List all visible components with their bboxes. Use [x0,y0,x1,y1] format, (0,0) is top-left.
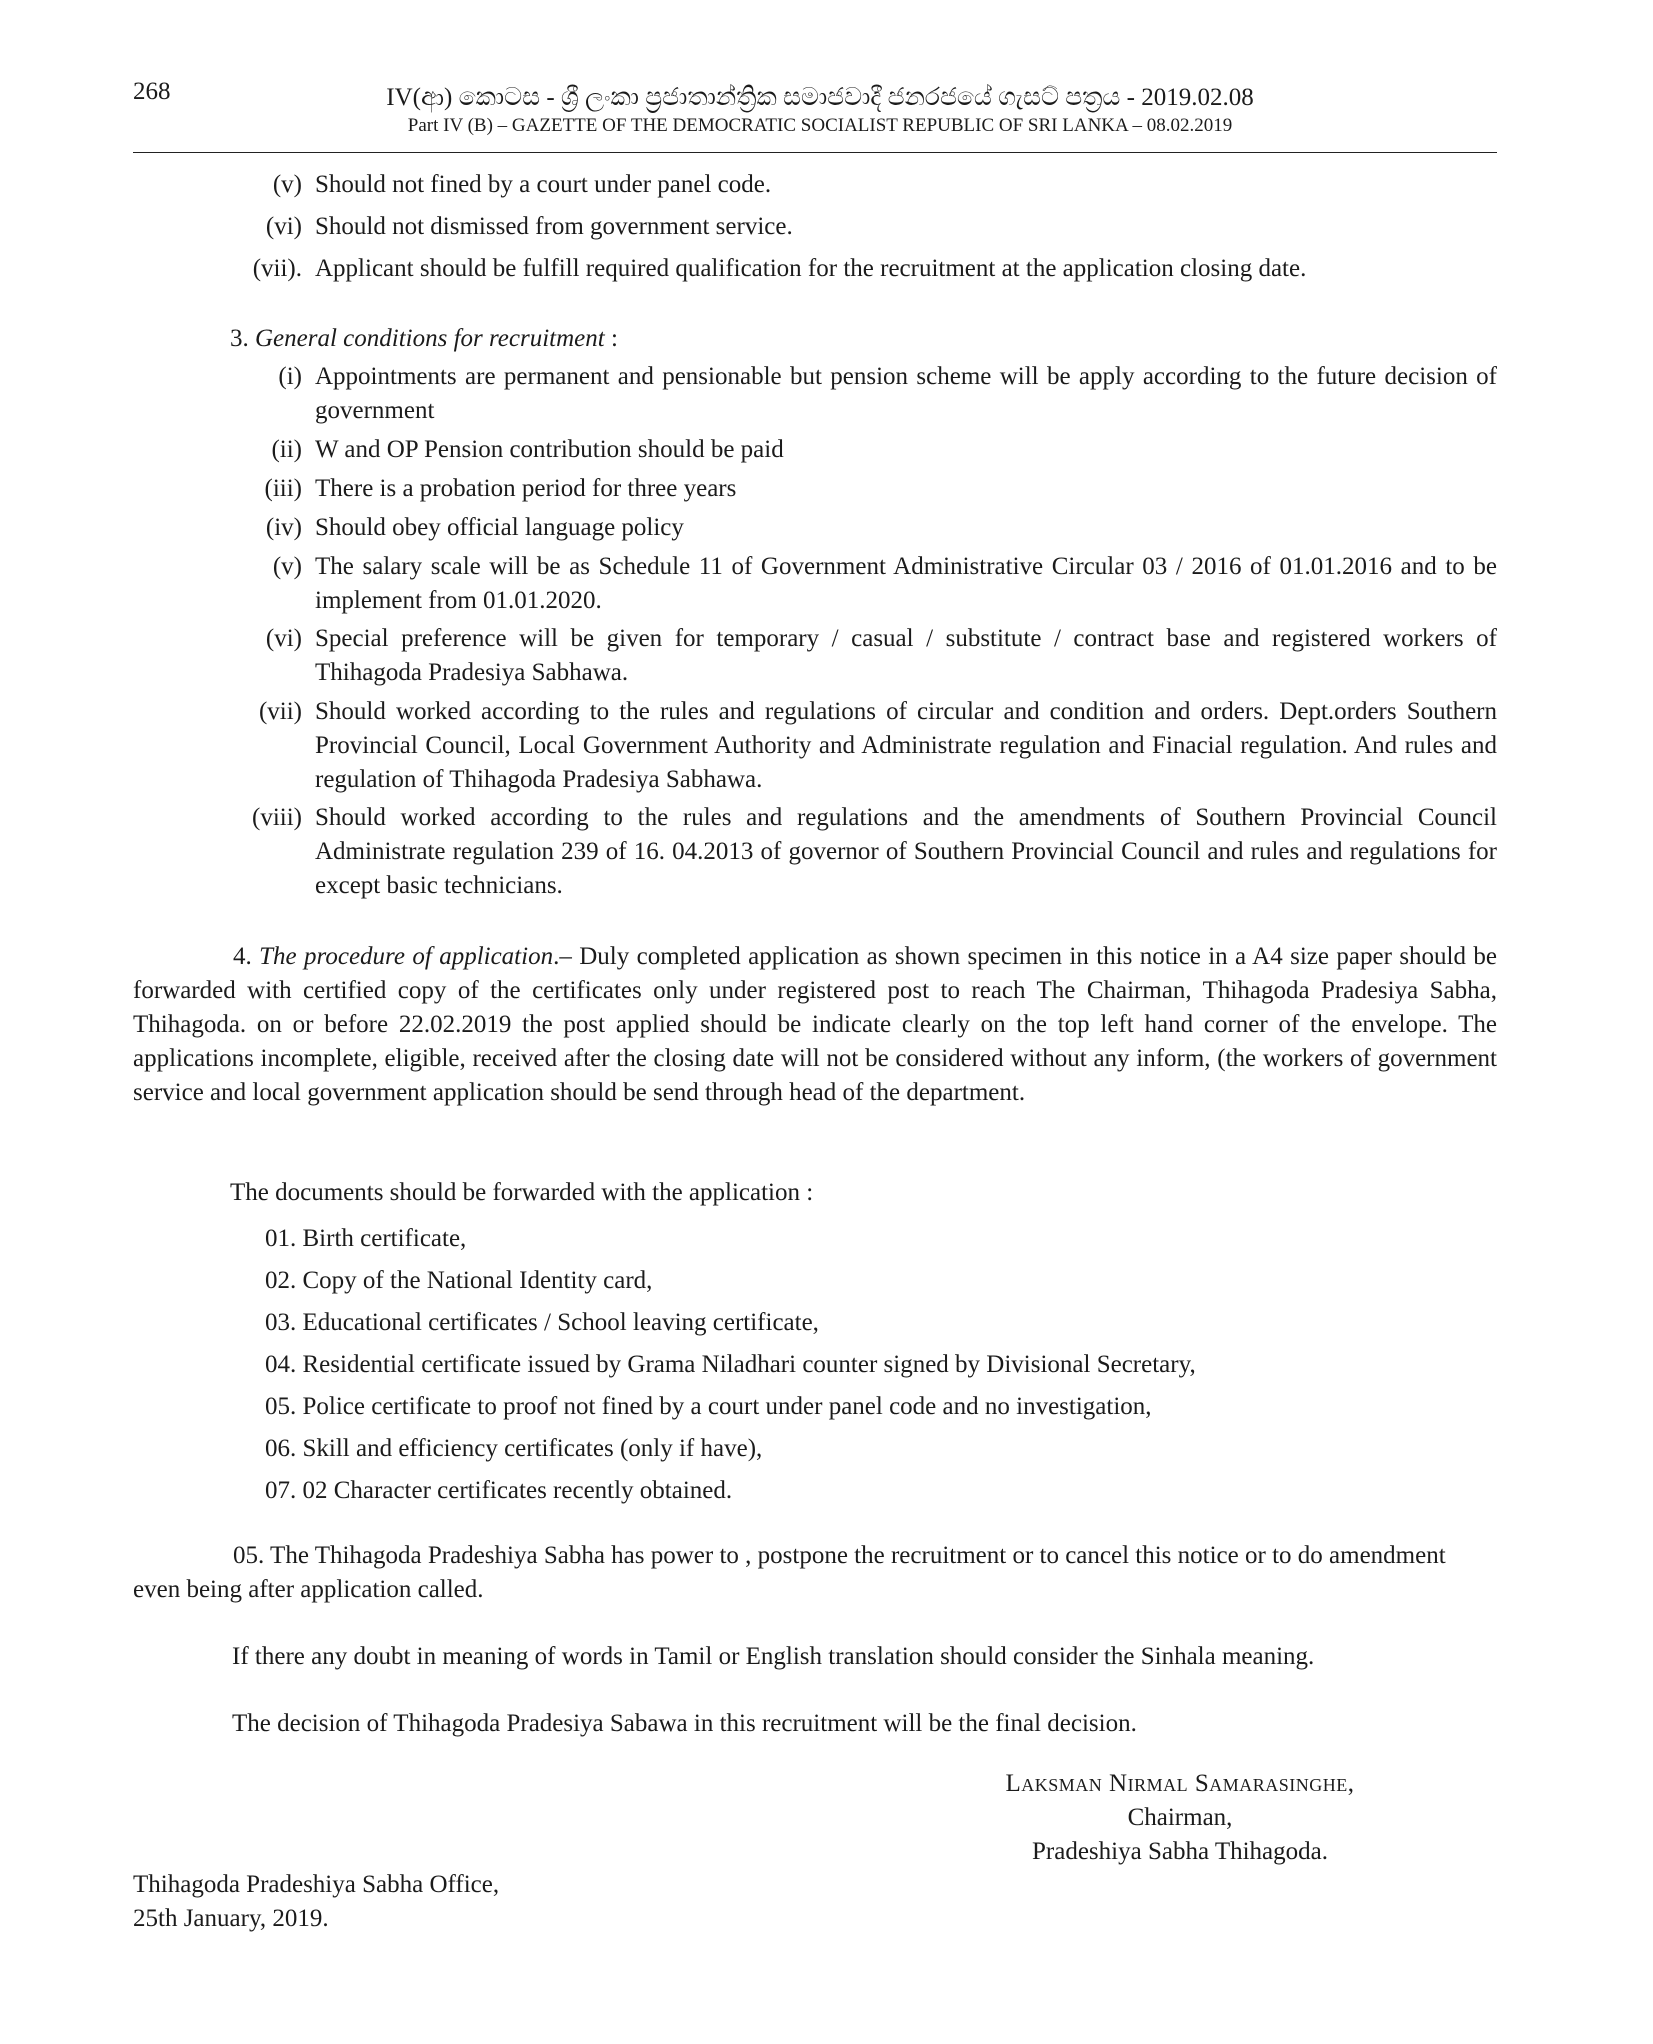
heading-colon: : [604,325,618,352]
list-item [230,622,1497,690]
documents-intro: The documents should be forwarded with the application : [230,1179,814,1206]
section-text: Duly completed application as shown specimen in this notice in a A4 size paper should be forwarded with certified copy of the certificates only under registered post to reach The Chairman, Thihagoda Pradesiya Sabha, Thihagoda. on or before 22.02.2019 the post applied should be indicate clearly on the top left hand corner of the envelope. The applications incomplete, eligible, received after the closing date will not be considered without any inform, (the workers of government service and local government application should be send through head of the department. [133,943,1497,1106]
list-item [230,550,1497,618]
list-item [230,801,1497,903]
list-item: 03. Educational certificates / School leaving certificate, [265,1309,819,1336]
item-number: (vi) [265,213,302,240]
item-number: (vii). [252,255,302,282]
list-item [230,210,1497,244]
item-number: (v) [272,553,302,580]
item-number: (vii) [258,698,302,725]
list-item: 04. Residential certificate issued by Grama Niladhari counter signed by Divisional Secretary, [265,1351,1196,1378]
list-item [230,695,1497,797]
item-text: Should worked according to the rules and regulations and the amendments of Southern Provincial Council Administrate regulation 239 of 16. 04.2013 of governor of Southern Provincial Council and rules and regulations for except basic technicians. [315,804,1497,899]
header-divider [133,152,1497,153]
item-number: (iii) [264,475,302,502]
item-number: (viii) [252,804,302,831]
section-number: 4. [233,943,252,970]
item-text: Appointments are permanent and pensionable but pension scheme will be apply according to the future decision of government [315,363,1497,424]
item-text: Should worked according to the rules and regulations of circular and condition and orders. Dept.orders Southern Provincial Council, Local Government Authority and Administrate regulation and Finacial regulation. And rules and regulation of Thihagoda Pradesiya Sabhawa. [315,698,1497,793]
section-title: The procedure of application [259,943,554,970]
item-text: There is a probation period for three years [315,475,737,502]
list-item: 07. 02 Character certificates recently obtained. [265,1477,733,1504]
list-item [230,472,1497,506]
list-item [230,168,1497,202]
signatory-name: Laksman Nirmal Samarasinghe, [1005,1770,1355,1797]
list-item [230,252,1497,286]
item-number: (vi) [265,625,302,652]
documents-list [265,1218,1196,1512]
item-text: Should not dismissed from government service. [315,213,793,240]
list-item [230,360,1497,428]
list-item: 05. Police certificate to proof not fined by a court under panel code and no investigation, [265,1393,1152,1420]
issue-date: 25th January, 2019. [133,1905,329,1932]
item-text: The salary scale will be as Schedule 11 of Government Administrative Circular 03 / 2016 of 01.01.2016 and to be implement from 01.01.2020. [315,553,1497,614]
decision-note: The decision of Thihagoda Pradesiya Sabawa in this recruitment will be the final decision. [232,1710,1137,1737]
list-item [230,511,1497,545]
item-text: W and OP Pension contribution should be paid [315,436,784,463]
list-item: 01. Birth certificate, [265,1225,467,1252]
page-number: 268 [133,78,171,105]
section-heading [230,322,618,356]
list-item [230,433,1497,467]
item-number: (i) [278,363,302,390]
item-text: Should obey official language policy [315,514,684,541]
header-title-english: Part IV (B) – GAZETTE OF THE DEMOCRATIC SOCIALIST REPUBLIC OF SRI LANKA – 08.02.2019 [407,115,1233,136]
signatory-office: Pradeshiya Sabha Thihagoda. [1032,1838,1328,1865]
item-text: Applicant should be fulfill required qualification for the recruitment at the application closing date. [315,255,1307,282]
section-5-paragraph: 05. The Thihagoda Pradeshiya Sabha has power to , postpone the recruitment or to cancel this notice or to do amendment even being after application called. [133,1542,1446,1603]
signature-block [880,1767,1480,1869]
item-number: (ii) [271,436,302,463]
section-number: 3. [230,325,249,352]
issuing-office: Thihagoda Pradeshiya Sabha Office, [133,1871,500,1898]
signatory-title: Chairman, [1127,1804,1233,1831]
list-item: 02. Copy of the National Identity card, [265,1267,653,1294]
item-text: Special preference will be given for temporary / casual / substitute / contract base and registered workers of Thihagoda Pradesiya Sabhawa. [315,625,1497,686]
item-number: (iv) [265,514,302,541]
header-title-sinhala: IV(ආ) කොටස - ශ්‍රී ලංකා ප්‍රජාතාන්ත්‍රික සමාජවාදී ජනරජයේ ගැසට් පත්‍රය - 2019.02.08 [386,84,1254,111]
translation-note: If there any doubt in meaning of words in Tamil or English translation should consider the Sinhala meaning. [232,1643,1315,1670]
item-number: (v) [272,171,302,198]
issuing-office-block [133,1868,499,1936]
section-title: General conditions for recruitment [255,325,605,352]
item-text: Should not fined by a court under panel code. [315,171,772,198]
section-4-paragraph [133,940,1497,1110]
section-dash: .– [553,943,572,970]
list-item: 06. Skill and efficiency certificates (only if have), [265,1435,763,1462]
